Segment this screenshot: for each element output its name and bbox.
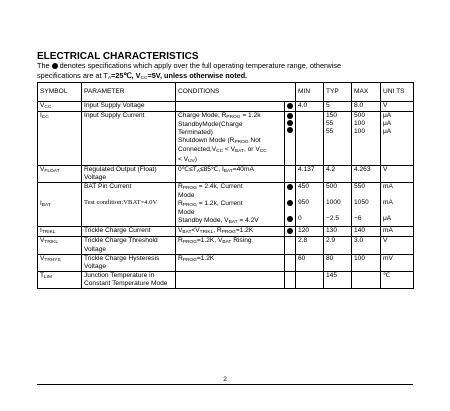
dot-cell [285, 102, 296, 112]
max-cell: 100 [352, 254, 381, 271]
max-cell: 4.263 [352, 165, 381, 182]
table-row [38, 165, 414, 182]
table-row [38, 271, 414, 288]
min-cell: 2.8 [296, 237, 324, 254]
unit-cell: V [381, 102, 414, 112]
max-cell: 140 [352, 227, 381, 237]
intro-text [37, 61, 417, 82]
dot-cell [285, 237, 296, 254]
parameter-cell: Trickle Charge Hysteresis Voltage [82, 254, 176, 271]
parameter-cell: Regulated Output (Float) Voltage [82, 165, 176, 182]
header-typ: TYP [324, 83, 352, 102]
header-max: MAX [352, 83, 381, 102]
table-row [38, 237, 414, 254]
dot-cell [285, 227, 296, 237]
vcc-subscript: CC [140, 75, 148, 81]
min-cell: 450 950 0 [296, 182, 324, 226]
dot-cell [285, 112, 296, 166]
full-range-dot-icon [287, 216, 293, 222]
header-min: MIN [296, 83, 324, 102]
unit-cell: μA μA μA [381, 112, 414, 166]
table-row [38, 102, 414, 112]
full-range-dot-icon [287, 228, 293, 234]
unit-cell: mA [381, 227, 414, 237]
header-symbol: SYMBOL [38, 83, 82, 102]
intro-text-rest: denotes specifications which apply over the full operating temperature range, otherwise [59, 61, 342, 70]
ta-subscript: A [107, 75, 112, 81]
table-row [38, 227, 414, 237]
conditions-cell [176, 271, 285, 288]
intro-line2-c: =5V, unless otherwise noted. [147, 70, 248, 80]
parameter-cell: BAT Pin Current Test condition:VBAT=4.0V [82, 182, 176, 226]
min-cell: 4.0 [296, 102, 324, 112]
symbol-cell: $I_{CC}$ [38, 112, 82, 166]
parameter-cell: Trickle Charge Current [82, 227, 176, 237]
min-cell: 4.137 [296, 165, 324, 182]
intro-line2-b: =25℃, V [111, 70, 141, 80]
symbol-cell: $T_{LIM}$ [38, 271, 82, 288]
conditions-cell: $R_{PROG} = 2.4k$, Current Mode $R_{PROG} = 1.2k$, Current Mode Standby Mode, $V_{BAT} = 4.2V$ [176, 182, 285, 226]
typ-cell: 500 1000 −2.5 [324, 182, 352, 226]
conditions-cell [176, 102, 285, 112]
dot-cell [285, 271, 296, 288]
full-range-dot-icon [287, 113, 293, 119]
conditions-cell: $R_{PROG}=1.2K$ [176, 254, 285, 271]
conditions-cell: Charge Mode, $R_{PROG} = 1.2k$ StandbyMode(Charge Terminated) Shutdown Mode ($R_{PROG}$ Not $Connected,V_{CC} < V_{BAT}$, or $V_{CC}$ < $V_{UV}$) [176, 112, 285, 166]
parameter-cell: Trickle Charge Threshold Voltage [82, 237, 176, 254]
typ-cell: 145 [324, 271, 352, 288]
conditions-cell: $V_{BAT}<V_{TRIKL}$, $R_{PROG}=1.2K$ [176, 227, 285, 237]
section-title: ELECTRICAL CHARACTERISTICS [37, 51, 199, 62]
typ-cell: 2.9 [324, 237, 352, 254]
unit-cell: V [381, 165, 414, 182]
table-row [38, 112, 414, 166]
dot-cell [285, 165, 296, 182]
unit-cell: mA mA μA [381, 182, 414, 226]
typ-cell: 80 [324, 254, 352, 271]
table-row [38, 182, 414, 226]
full-range-dot-icon [287, 120, 293, 126]
conditions-cell: $0℃\le T_A\le 85℃$, $I_{BAT}=40mA$ [176, 165, 285, 182]
min-cell: 120 [296, 227, 324, 237]
max-cell: 3.0 [352, 237, 381, 254]
conditions-cell: $R_{PROG}=1.2K$, $V_{BAT}$ Rising [176, 237, 285, 254]
symbol-cell: $V_{FLOAT}$ [38, 165, 82, 182]
parameter-cell: Input Supply Current [82, 112, 176, 166]
symbol-cell: $V_{TRHYS}$ [38, 254, 82, 271]
min-cell: 60 [296, 254, 324, 271]
min-cell [296, 271, 324, 288]
unit-cell: ℃ [381, 271, 414, 288]
electrical-characteristics-table [37, 82, 414, 289]
footer-divider [37, 384, 413, 385]
dot-cell [285, 254, 296, 271]
unit-cell: V [381, 237, 414, 254]
intro-line2-a: specifications are at T [37, 70, 108, 80]
table-row [38, 254, 414, 271]
bullet-dot-icon [52, 63, 58, 69]
symbol-cell: $I_{BAT}$ [38, 182, 82, 226]
max-cell: 500 100 100 [352, 112, 381, 166]
max-cell: 550 1050 −6 [352, 182, 381, 226]
typ-cell: 5 [324, 102, 352, 112]
full-range-dot-icon [287, 103, 293, 109]
symbol-cell: $V_{CC}$ [38, 102, 82, 112]
symbol-cell: $I_{TRIKL}$ [38, 227, 82, 237]
min-cell [296, 112, 324, 166]
header-parameter: PARAMETER [82, 83, 176, 102]
dot-cell [285, 182, 296, 226]
intro-text-start: The [37, 61, 50, 70]
header-conditions: CONDITIONS [176, 83, 296, 102]
table-header-row [38, 83, 414, 102]
parameter-cell: Junction Temperature in Constant Temperature Mode [82, 271, 176, 288]
parameter-cell: Input Supply Voltage [82, 102, 176, 112]
full-range-dot-icon [287, 200, 293, 206]
symbol-cell: $V_{TRIKL}$ [38, 237, 82, 254]
typ-cell: 150 55 55 [324, 112, 352, 166]
max-cell [352, 271, 381, 288]
page-number: 2 [223, 376, 227, 383]
typ-cell: 130 [324, 227, 352, 237]
unit-cell: mV [381, 254, 414, 271]
full-range-dot-icon [287, 127, 293, 133]
full-range-dot-icon [287, 184, 293, 190]
header-units: UNI TS [381, 83, 414, 102]
max-cell: 8.0 [352, 102, 381, 112]
typ-cell: 4.2 [324, 165, 352, 182]
